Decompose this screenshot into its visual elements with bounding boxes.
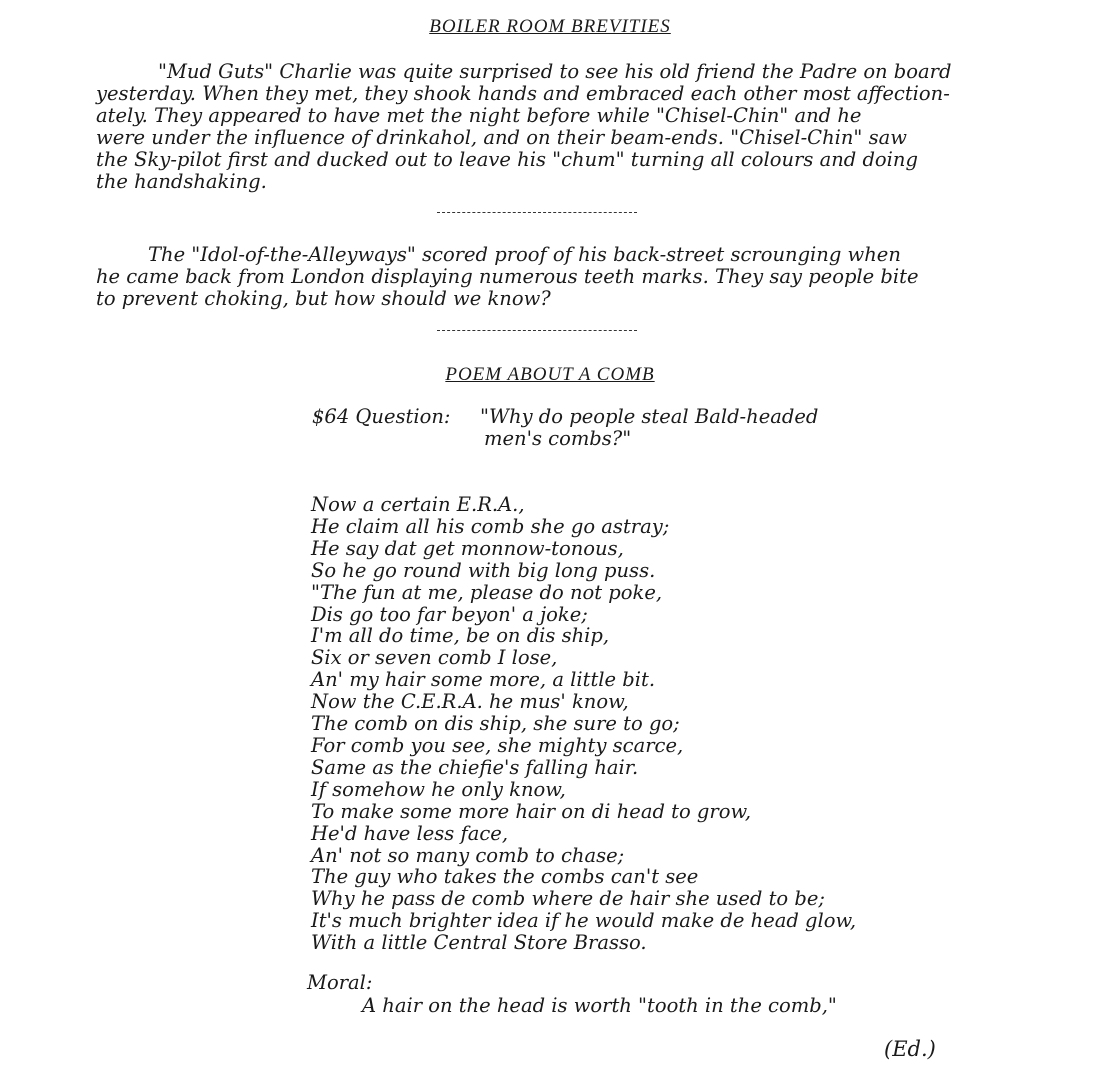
- poem-line: The guy who takes the combs can't see: [311, 865, 699, 889]
- divider-2: [437, 330, 637, 331]
- paragraph-line: The "Idol-of-the-Alleyways" scored proof of his back-street scrounging when: [148, 243, 901, 266]
- paragraph-line: the handshaking.: [96, 170, 267, 193]
- poem-line: For comb you see, she mighty scarce,: [311, 733, 684, 757]
- poem-line: With a little Central Store Brasso.: [311, 931, 647, 955]
- question-line: men's combs?": [484, 427, 632, 450]
- poem-line: The comb on dis ship, she sure to go;: [311, 712, 680, 736]
- paragraph-idol-of-the-alleyways: [96, 244, 1026, 310]
- poem-line: Six or seven comb I lose,: [311, 646, 558, 670]
- poem-line: "The fun at me, please do not poke,: [311, 580, 663, 604]
- divider-1: [437, 212, 637, 213]
- poem-line: Same as the chiefie's falling hair.: [311, 755, 639, 779]
- moral-text: A hair on the head is worth "tooth in the comb,": [362, 994, 837, 1017]
- poem-line: Why he pass de comb where de hair she used to be;: [311, 887, 825, 911]
- poem-line: Now a certain E.R.A.,: [311, 493, 525, 516]
- poem-line: An' my hair some more, a little bit.: [311, 668, 656, 692]
- poem-line: He claim all his comb she go astray;: [311, 514, 670, 538]
- question-label: $64 Question:: [312, 405, 451, 428]
- paragraph-line: ately. They appeared to have met the night before while "Chisel-Chin" and he: [96, 104, 862, 127]
- poem: [311, 494, 856, 954]
- poem-line: Now the C.E.R.A. he mus' know,: [311, 690, 629, 714]
- paragraph-line: to prevent choking, but how should we know?: [96, 287, 551, 310]
- question-line: "Why do people steal Bald-headed: [480, 405, 819, 428]
- section-title-poem: POEM ABOUT A COMB: [445, 364, 655, 385]
- poem-line: Dis go too far beyon' a joke;: [311, 602, 588, 626]
- paragraph-line: the Sky-pilot first and ducked out to leave his "chum" turning all colours and doing: [96, 148, 918, 171]
- paragraph-line: yesterday. When they met, they shook hands and embraced each other most affection-: [96, 82, 950, 105]
- paragraph-line: were under the influence of drinkahol, and on their beam-ends. "Chisel-Chin" saw: [96, 126, 907, 149]
- poem-line: So he go round with big long puss.: [311, 558, 656, 582]
- editor-signoff: (Ed.): [884, 1037, 936, 1061]
- poem-line: He'd have less face,: [311, 821, 509, 845]
- poem-line: If somehow he only know,: [311, 777, 566, 801]
- paragraph-line: he came back from London displaying numerous teeth marks. They say people bite: [96, 265, 919, 288]
- poem-line: I'm all do time, be on dis ship,: [311, 624, 610, 648]
- paragraph-mud-guts-charlie: [96, 61, 1026, 193]
- section-title-boiler-room: BOILER ROOM BREVITIES: [429, 16, 671, 37]
- moral-label: Moral:: [307, 971, 373, 994]
- poem-line: He say dat get monnow-tonous,: [311, 536, 624, 560]
- poem-line: It's much brighter idea if he would make de head glow,: [311, 909, 857, 933]
- poem-line: An' not so many comb to chase;: [311, 843, 625, 867]
- poem-line: To make some more hair on di head to grow,: [311, 799, 752, 823]
- paragraph-line: "Mud Guts" Charlie was quite surprised to see his old friend the Padre on board: [158, 60, 952, 83]
